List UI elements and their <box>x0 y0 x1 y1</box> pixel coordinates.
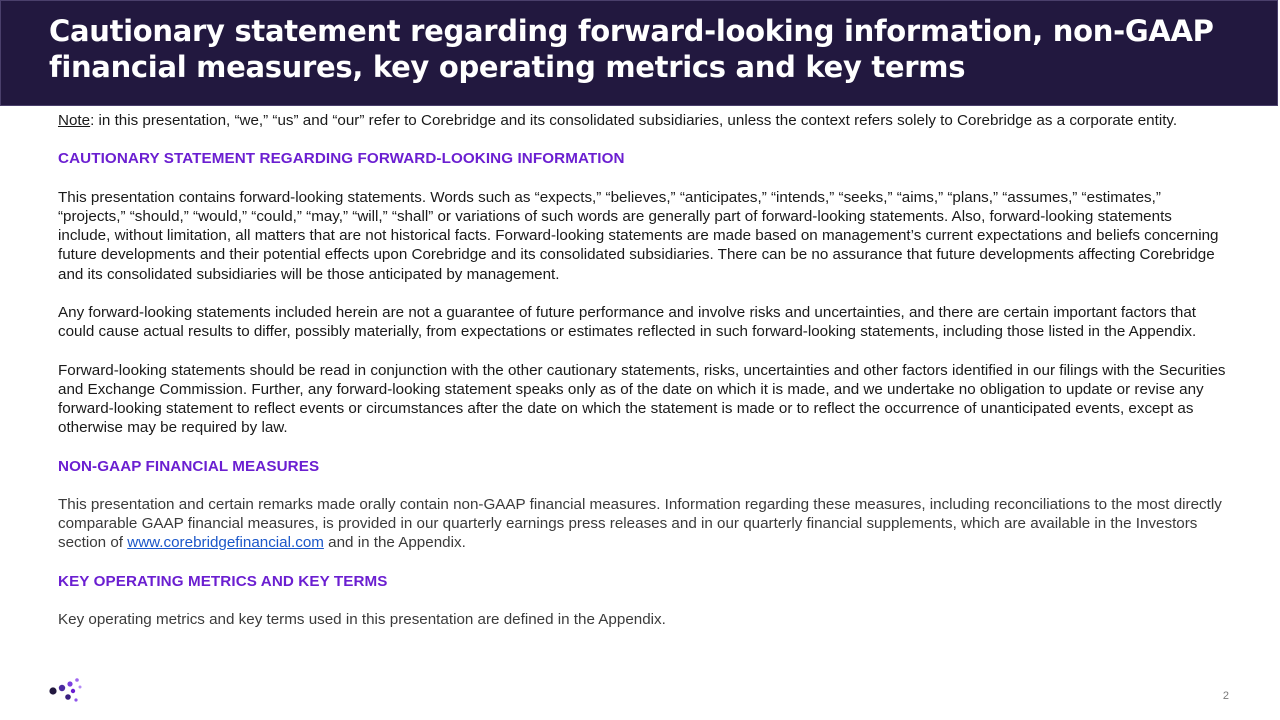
slide-body <box>58 111 1226 629</box>
key-terms-paragraph: Key operating metrics and key terms used in this presentation are defined in the Appendix. <box>58 611 666 629</box>
note-label: Note <box>58 112 91 129</box>
key-terms-heading: KEY OPERATING METRICS AND KEY TERMS <box>58 572 388 590</box>
non-gaap-text-before-link: This presentation and certain remarks made orally contain non-GAAP financial measures. Information regarding these measures, including reconciliations to the most directly comparable GAAP financial measures, is provided in our quarterly earnings press releases and in our quarterly financial supplements, which are available in the Investors section of <box>58 495 1222 552</box>
note-text: : in this presentation, “we,” “us” and “our” refer to Corebridge and its consolidated subsidiaries, unless the context refers solely to Corebridge as a corporate entity. <box>90 112 1178 129</box>
forward-looking-paragraph-3: Forward-looking statements should be read in conjunction with the other cautionary statements, risks, uncertainties and other factors identified in our filings with the Securities and Exchange Commission. Further, any forward-looking statement speaks only as of the date on which it is made, and we undertake no obligation to update or revise any forward-looking statement to reflect events or circumstances after the date on which the statement is made or to reflect the occurrence of unanticipated events, except as otherwise may be required by law. <box>58 361 1226 437</box>
non-gaap-text-after-link: and in the Appendix. <box>323 534 466 552</box>
corebridge-website-link[interactable]: www.corebridgefinancial.com <box>127 534 324 552</box>
page-number: 2 <box>1222 690 1229 702</box>
title-banner <box>0 0 1278 106</box>
forward-looking-paragraph-2: Any forward-looking statements included herein are not a guarantee of future performance and involve risks and uncertainties, and there are certain important factors that could cause actual results to differ, possibly materially, from expectations or estimates reflected in such forward-looking statements, including those listed in the Appendix. <box>58 303 1197 341</box>
non-gaap-paragraph <box>58 495 1226 553</box>
non-gaap-heading: NON-GAAP FINANCIAL MEASURES <box>58 457 320 475</box>
corebridge-dots-logo-icon <box>48 676 84 706</box>
forward-looking-paragraph-1: This presentation contains forward-looking statements. Words such as “expects,” “believes,” “anticipates,” “intends,” “seeks,” “aims,” “plans,” “assumes,” “estimates,” “projects,” “should,” “would,” “could,” “may,” “will,” “shall” or variations of such words are generally part of forward-looking statements. Also, forward-looking statements include, without limitation, all matters that are not historical facts. Forward-looking statements are made based on management’s current expectations and beliefs concerning future developments and their potential effects upon Corebridge and its consolidated subsidiaries. There can be no assurance that future developments affecting Corebridge and its consolidated subsidiaries will be those anticipated by management. <box>58 188 1219 283</box>
slide-title: Cautionary statement regarding forward-looking information, non-GAAP financial measures, key operating metrics and key terms <box>49 14 1214 84</box>
forward-looking-heading: CAUTIONARY STATEMENT REGARDING FORWARD-LOOKING INFORMATION <box>58 150 625 168</box>
note-paragraph <box>58 111 1226 130</box>
